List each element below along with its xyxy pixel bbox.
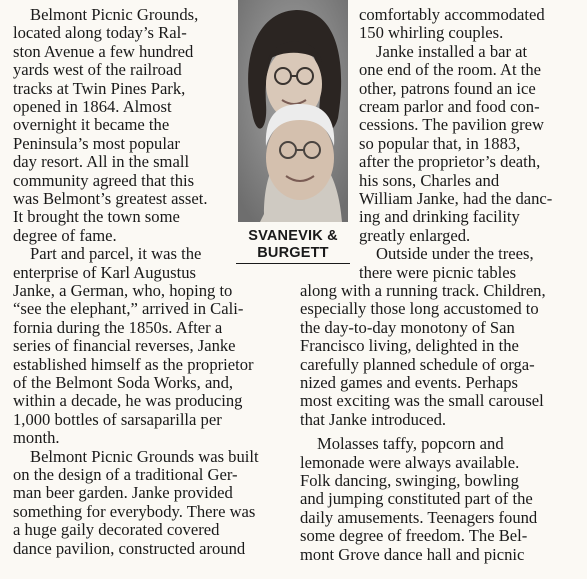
col2-line: after the proprietor’s death, xyxy=(359,152,541,172)
left-col-line: established himself as the proprietor xyxy=(13,354,254,374)
left-col-line: of the Belmont Soda Works, and, xyxy=(13,373,234,392)
left-col-line: fornia during the 1850s. After a xyxy=(13,317,223,337)
byline-rule xyxy=(236,263,350,264)
col1-line: enterprise of Karl Augustus xyxy=(13,262,196,282)
right-col-line: Francisco living, delighted in the xyxy=(300,336,519,356)
author-portrait-photo xyxy=(238,0,348,222)
col1-line: located along today’s Ral- xyxy=(13,23,187,43)
left-col-line: man beer garden. Janke provided xyxy=(13,483,233,503)
left-col-line: a huge gaily decorated covered xyxy=(13,520,220,540)
col1-line: opened in 1864. Almost xyxy=(13,97,172,116)
left-col-line: within a decade, he was producing xyxy=(13,391,243,411)
col2-line: other, patrons found an ice xyxy=(359,78,536,98)
col2-line: there were picnic tables xyxy=(359,262,517,282)
left-col-line: 1,000 bottles of sarsaparilla per xyxy=(13,409,222,429)
left-col-line: Janke, a German, who, hoping to xyxy=(13,281,233,300)
col1-line: overnight it became the xyxy=(13,115,170,135)
right-col-line: nized games and events. Perhaps xyxy=(300,373,518,392)
right-col-line: and jumping constituted part of the xyxy=(300,489,533,509)
right-col-line: the day-to-day monotony of San xyxy=(300,317,515,337)
right-col-line: especially those long accustomed to xyxy=(300,299,539,319)
right-col-line: that Janke introduced. xyxy=(300,409,447,429)
col1-line: Part and parcel, it was the xyxy=(30,244,202,264)
portrait-illustration xyxy=(238,0,348,222)
col2-line: his sons, Charles and xyxy=(359,170,500,190)
col2-line: 150 whirling couples. xyxy=(359,23,504,43)
col2-line: cessions. The pavilion grew xyxy=(359,115,544,135)
byline-authors-line2: BURGETT xyxy=(257,245,329,261)
right-col-line: some degree of freedom. The Bel- xyxy=(300,526,528,546)
col1-line: It brought the town some xyxy=(13,207,180,227)
right-col-line: carefully planned schedule of orga- xyxy=(300,354,535,374)
col2-line: comfortably accommodated xyxy=(359,5,545,24)
right-col-line: along with a running track. Children, xyxy=(300,281,546,300)
col1-line: yards west of the railroad xyxy=(13,60,182,80)
col2-line: greatly enlarged. xyxy=(359,225,471,245)
right-col-line: daily amusements. Teenagers found xyxy=(300,507,538,527)
left-col-line: something for everybody. There was xyxy=(13,501,256,521)
right-col-line: Molasses taffy, popcorn and xyxy=(317,434,504,454)
col2-line: so popular that, in 1883, xyxy=(359,133,521,153)
col1-line: day resort. All in the small xyxy=(13,152,190,172)
right-col-line: most exciting was the small carousel xyxy=(300,391,544,411)
right-col-line: mont Grove dance hall and picnic xyxy=(300,544,525,564)
col2-line: one end of the room. At the xyxy=(359,60,542,80)
col1-line: Peninsula’s most popular xyxy=(13,133,180,153)
right-col-line: lemonade were always available. xyxy=(300,452,520,472)
col1-line: tracks at Twin Pines Park, xyxy=(13,78,186,98)
right-col-line: Folk dancing, swinging, bowling xyxy=(300,471,519,490)
left-col-line: Belmont Picnic Grounds was built xyxy=(30,446,259,466)
col2-line: Janke installed a bar at xyxy=(376,41,528,61)
col2-line: William Janke, had the danc- xyxy=(359,189,553,208)
col2-line: Outside under the trees, xyxy=(376,244,534,264)
col2-line: cream parlor and food con- xyxy=(359,97,540,116)
col2-line: ing and drinking facility xyxy=(359,207,520,227)
left-col-line: series of financial reverses, Janke xyxy=(13,336,236,356)
col1-line: Belmont Picnic Grounds, xyxy=(30,5,199,24)
col1-line: ston Avenue a few hundred xyxy=(13,41,194,61)
col1-line: community agreed that this xyxy=(13,170,195,190)
col1-line: degree of fame. xyxy=(13,225,117,245)
left-col-line: “see the elephant,” arrived in Cali- xyxy=(13,299,244,319)
left-col-line: dance pavilion, constructed around xyxy=(13,538,246,558)
byline-authors-line1: SVANEVIK & xyxy=(248,228,338,244)
left-col-line: month. xyxy=(13,428,60,448)
col1-line: was Belmont’s greatest asset. xyxy=(13,189,208,208)
left-col-line: on the design of a traditional Ger- xyxy=(13,465,238,484)
